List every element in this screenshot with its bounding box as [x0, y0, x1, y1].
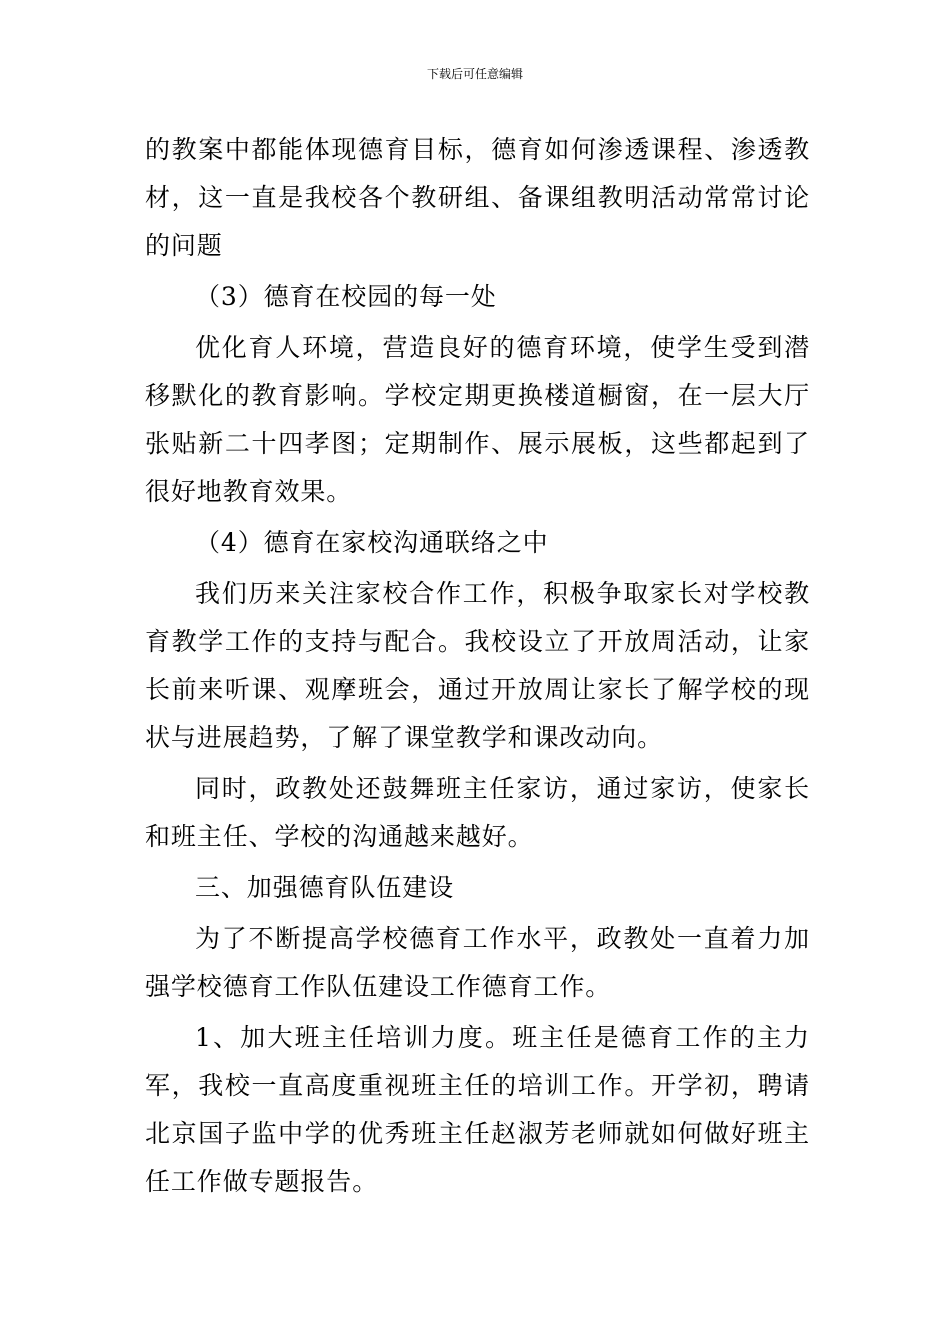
paragraph-team-building: 为了不断提高学校德育工作水平，政教处一直着力加强学校德育工作队伍建设工作德育工作。	[145, 924, 810, 1001]
document-body	[145, 126, 810, 1206]
section-heading-3: 三、加强德育队伍建设	[195, 873, 455, 902]
paragraph-home-visit: 同时，政教处还鼓舞班主任家访，通过家访，使家长和班主任、学校的沟通越来越好。	[145, 774, 810, 851]
paragraph-heading-4: （4）德育在家校沟通联络之中	[195, 528, 549, 557]
page-header: 下载后可任意编辑	[426, 67, 523, 81]
paragraph-environment: 优化育人环境，营造良好的德育环境，使学生受到潜移默化的教育影响。学校定期更换楼道橱窗，在一层大厅张贴新二十四孝图；定期制作、展示展板，这些都起到了很好地教育效果。	[145, 333, 810, 506]
paragraph-home-school: 我们历来关注家校合作工作，积极争取家长对学校教育教学工作的支持与配合。我校设立了开放周活动，让家长前来听课、观摩班会，通过开放周让家长了解学校的现状与进展趋势，了解了课堂教学和课改动向。	[145, 579, 810, 752]
paragraph-1: 的教案中都能体现德育目标，德育如何渗透课程、渗透教材，这一直是我校各个教研组、备课组教明活动常常讨论的问题	[145, 135, 810, 260]
paragraph-heading-3: （3）德育在校园的每一处	[195, 282, 497, 311]
paragraph-training: 1、加大班主任培训力度。班主任是德育工作的主力军，我校一直高度重视班主任的培训工作。开学初，聘请北京国子监中学的优秀班主任赵淑芳老师就如何做好班主任工作做专题报告。	[145, 1023, 810, 1196]
